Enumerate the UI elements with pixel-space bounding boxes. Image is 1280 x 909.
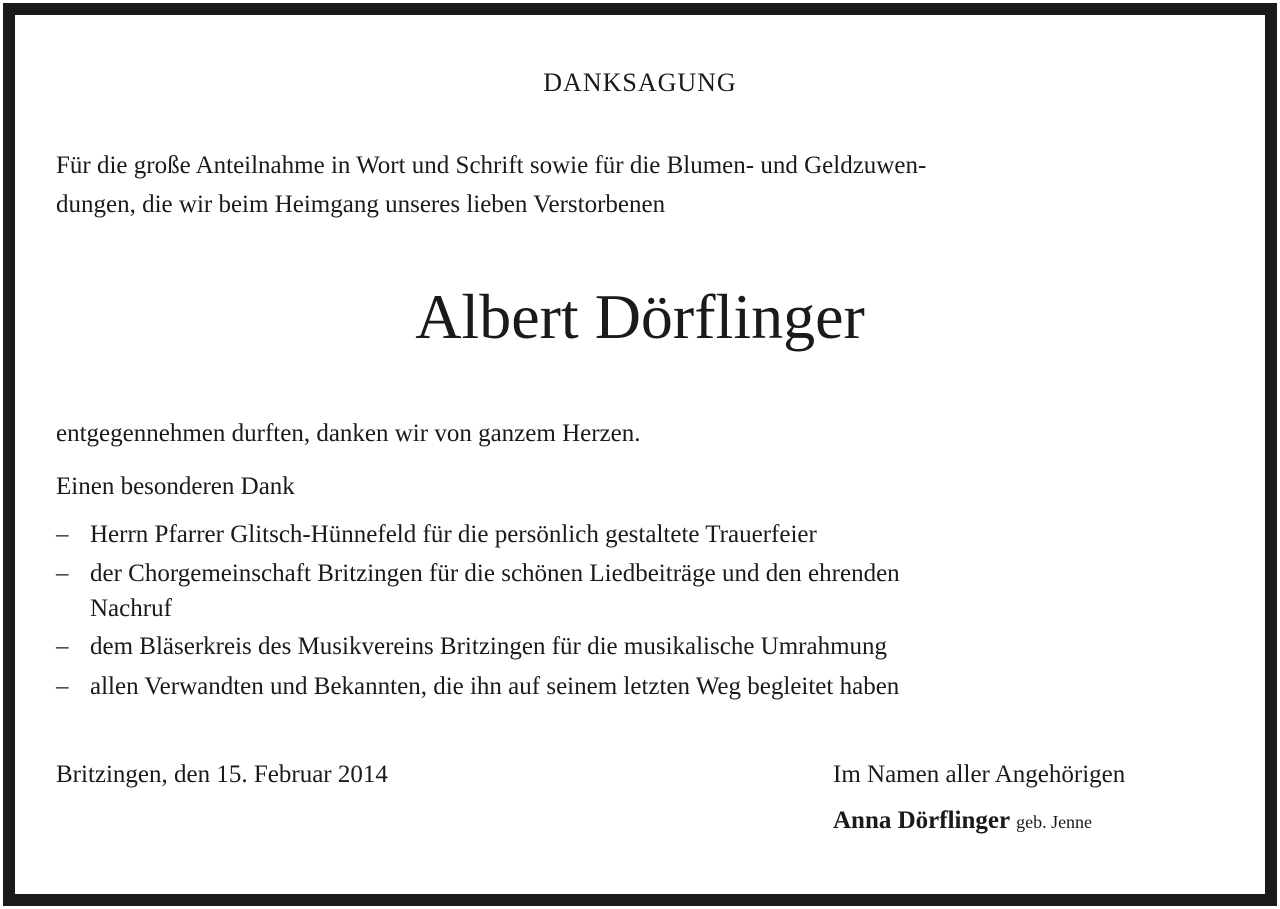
thanks-item: der Chorgemeinschaft Britzingen für die schönen Liedbeiträge und den ehrenden: [90, 560, 900, 587]
bullet-marker: –: [56, 633, 69, 660]
thanks-item: dem Bläserkreis des Musikvereins Britzingen für die musikalische Umrahmung: [90, 633, 888, 660]
signature-intro: Im Namen aller Angehörigen: [833, 761, 1126, 788]
place-date: Britzingen, den 15. Februar 2014: [56, 761, 388, 788]
heading: DANKSAGUNG: [543, 68, 737, 97]
thanks-line: entgegennehmen durften, danken wir von ganzem Herzen.: [56, 420, 641, 447]
bullet-marker: –: [56, 673, 69, 700]
signature: [833, 807, 1092, 835]
intro-line-2: dungen, die wir beim Heimgang unseres lieben Verstorbenen: [56, 191, 666, 218]
bullet-marker: –: [56, 560, 69, 587]
thanks-item: allen Verwandten und Bekannten, die ihn auf seinem letzten Weg begleitet haben: [90, 673, 900, 700]
special-thanks-heading: Einen besonderen Dank: [56, 473, 295, 500]
bullet-marker: –: [56, 521, 69, 548]
signature-name: Anna Dörflinger: [833, 807, 1011, 834]
thanks-item-continuation: Nachruf: [90, 595, 172, 622]
intro-line-1: Für die große Anteilnahme in Wort und Schrift sowie für die Blumen- und Geldzuwen-: [56, 152, 927, 179]
thanks-item: Herrn Pfarrer Glitsch-Hünnefeld für die persönlich gestaltete Trauerfeier: [90, 521, 817, 548]
signature-maiden-name: geb. Jenne: [1016, 812, 1093, 832]
deceased-name: Albert Dörflinger: [415, 281, 865, 352]
obituary-card: [3, 3, 1277, 906]
